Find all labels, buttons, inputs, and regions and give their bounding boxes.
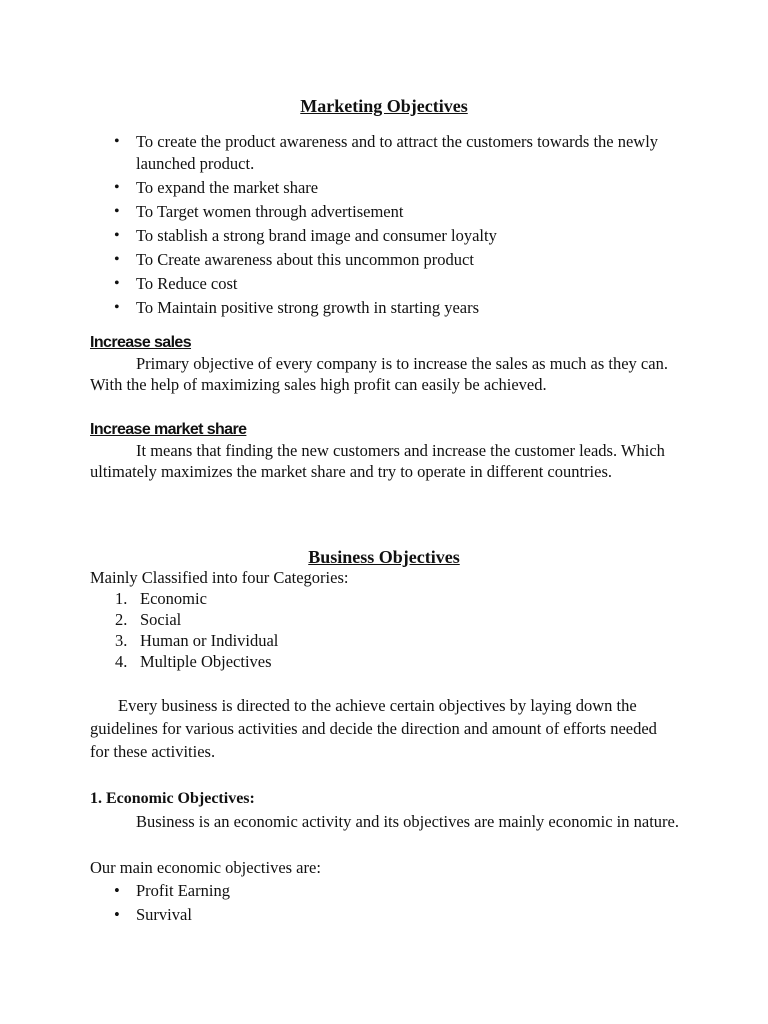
marketing-objectives-list bbox=[108, 131, 668, 321]
increase-market-share-paragraph: It means that finding the new customers and increase the customer leads. Which ultimately maximizes the market share and try to operate in different countries. bbox=[90, 441, 665, 481]
economic-lead: Our main economic objectives are: bbox=[90, 858, 321, 877]
increase-market-share-heading: Increase market share bbox=[90, 421, 247, 438]
economic-paragraph: Business is an economic activity and its objectives are mainly economic in nature. bbox=[136, 812, 679, 831]
list-item: • To Maintain positive strong growth in starting years bbox=[108, 297, 668, 319]
economic-objectives-list bbox=[108, 879, 230, 927]
list-item: • To stablish a strong brand image and consumer loyalty bbox=[108, 225, 668, 247]
list-item: 3. Human or Individual bbox=[115, 631, 279, 650]
business-categories-list bbox=[115, 588, 278, 672]
list-item: 2. Social bbox=[115, 610, 182, 629]
business-intro: Mainly Classified into four Categories: bbox=[90, 568, 349, 587]
list-item: • Profit Earning bbox=[108, 879, 230, 903]
business-paragraph: Every business is directed to the achieve certain objectives by laying down the guidelines for various activities and decide the direction and amount of efforts needed for these activities. bbox=[90, 696, 657, 761]
list-item: • To Target women through advertisement bbox=[108, 201, 668, 223]
increase-sales-heading: Increase sales bbox=[90, 334, 192, 351]
list-item: • To expand the market share bbox=[108, 177, 668, 199]
list-item: • To create the product awareness and to attract the customers towards the newly launched product. bbox=[108, 131, 668, 175]
list-item: 4. Multiple Objectives bbox=[115, 652, 272, 671]
marketing-objectives-title: Marketing Objectives bbox=[300, 96, 468, 116]
economic-objectives-heading: 1. Economic Objectives: bbox=[90, 790, 255, 807]
list-item: • To Create awareness about this uncommon product bbox=[108, 249, 668, 271]
list-item: • Survival bbox=[108, 903, 230, 927]
list-item: • To Reduce cost bbox=[108, 273, 668, 295]
increase-sales-paragraph: Primary objective of every company is to increase the sales as much as they can. With the help of maximizing sales high profit can easily be achieved. bbox=[90, 354, 668, 394]
business-objectives-title: Business Objectives bbox=[308, 547, 460, 567]
list-item: 1. Economic bbox=[115, 589, 207, 608]
